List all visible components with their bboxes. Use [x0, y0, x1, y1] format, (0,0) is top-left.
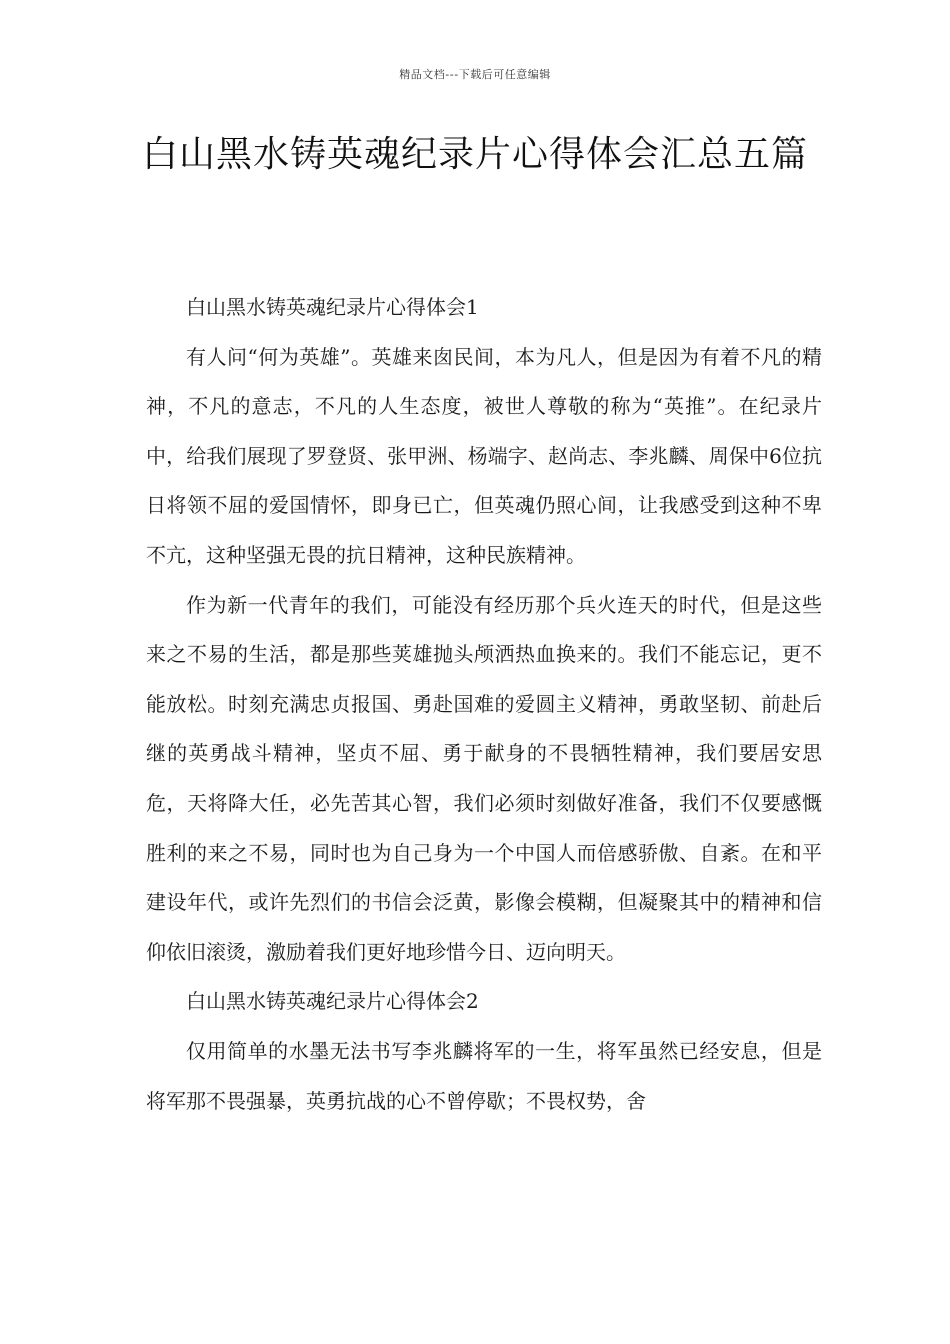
section-heading-1: 白山黑水铸英魂纪录片心得体会1 — [186, 295, 479, 319]
paragraph-2: 作为新一代青年的我们，可能没有经历那个兵火连天的时代，但是这些来之不易的生活，都是那些荚雄抛头颅洒热血换来的。我们不能忘记，更不能放松。时刻充满忠贞报国、勇赴国难的爱圆主义精神，勇敢坚韧、前赴后继的英勇战斗精神，坚贞不屈、勇于献身的不畏牺牲精神，我们要居安思危，天将降大任，必先苦其心智，我们必须时刻做好准备，我们不仅要感慨胜利的来之不易，同时也为自己身为一个中国人而倍感骄傲、自紊。在和平建设年代，或许先烈们的书信会泛黄，影像会模糊，但凝聚其中的精神和信仰依旧滚烫，激励着我们更好地珍惜今日、迈向明天。 — [146, 592, 822, 964]
section-heading-2: 白山黑水铸英魂纪录片心得体会2 — [186, 989, 479, 1014]
document-title: 白山黑水铸英魂纪录片心得体会汇总五篇 — [141, 134, 808, 175]
document-body — [146, 283, 822, 1126]
paragraph-1: 有人问“何为英雄”。英雄来囱民间，本为凡人，但是因为有着不凡的精神，不凡的意志，不凡的人生态度，被世人尊敬的称为“英推”。在纪录片中，给我们展现了罗登贤、张甲洲、杨端字、赵尚志、李兆麟、周保中6位抗日将领不屈的爱国情怀，即身已亡，但英魂仍照心间，让我感受到这种不卑不亢，这种坚强无畏的抗日精神，这种民族精神。 — [146, 344, 822, 567]
paragraph-3: 仅用简单的水墨无法书写李兆麟将军的一生，将军虽然已经安息，但是将军那不畏强暴，英勇抗战的心不曾停歇；不畏权势，舍 — [146, 1038, 822, 1113]
header-note: 精品文档---下载后可任意编辑 — [399, 68, 551, 81]
